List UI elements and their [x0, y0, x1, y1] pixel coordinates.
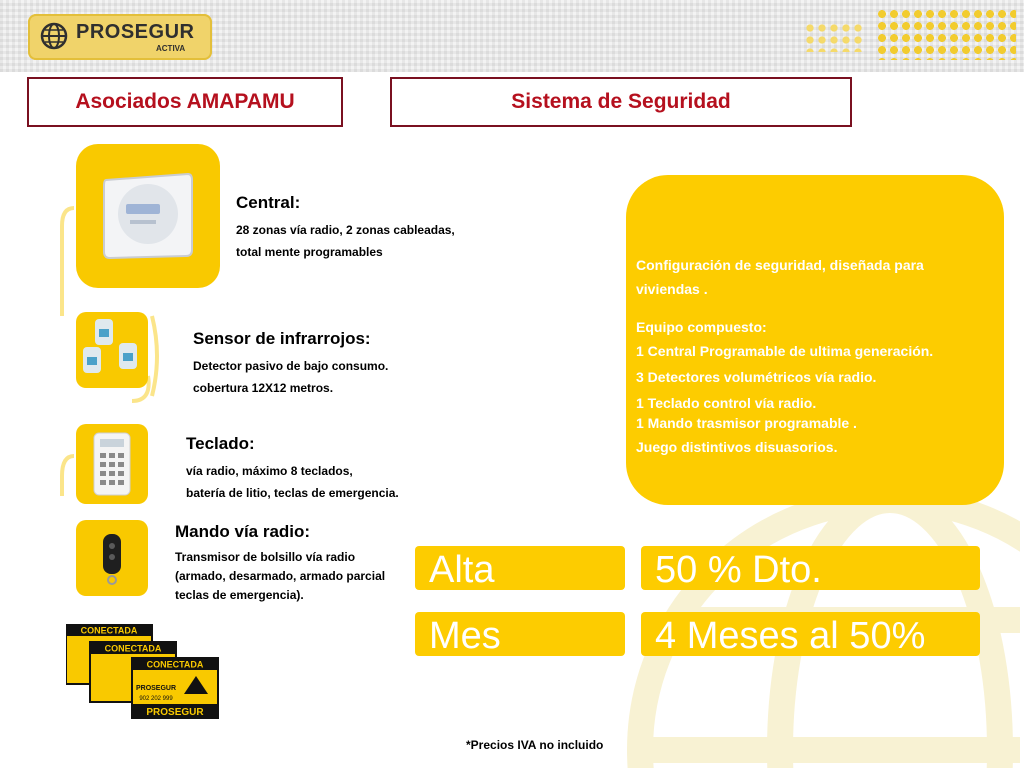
- alta-bar: Alta: [415, 546, 625, 590]
- associates-title: Asociados AMAPAMU: [27, 77, 343, 127]
- logo-subtitle: ACTIVA: [156, 44, 186, 53]
- header-strip: [0, 0, 1024, 72]
- remote-description: [175, 522, 385, 605]
- central-description: [236, 193, 455, 263]
- remote-line: (armado, desarmado, armado parcial: [175, 569, 386, 583]
- system-info-card: [626, 175, 1004, 505]
- central-unit-image: [76, 144, 220, 288]
- central-line: total mente programables: [236, 245, 383, 259]
- prosegur-logo: [28, 14, 212, 60]
- remote-control-icon: [97, 530, 127, 586]
- remote-image: [76, 520, 148, 596]
- central-line: 28 zonas vía radio, 2 zonas cableadas,: [236, 223, 455, 237]
- sticker-phone: 902 202 999: [139, 696, 173, 702]
- globe-icon: [40, 22, 68, 50]
- header-dot-pattern-small: [804, 22, 864, 52]
- header-dot-pattern: [876, 8, 1016, 60]
- sensor-title: Sensor de infrarrojos:: [193, 329, 371, 348]
- deterrent-stickers: [66, 624, 221, 720]
- keypad-line: vía radio, máximo 8 teclados,: [186, 464, 353, 478]
- central-unit-icon: [100, 170, 196, 262]
- mes-bar: Mes: [415, 612, 625, 656]
- discount-bar: 50 % Dto.: [641, 546, 980, 590]
- info-line: 1 Teclado control vía radio.: [636, 395, 817, 411]
- info-line: Configuración de seguridad, diseñada para: [636, 257, 924, 273]
- infrared-sensor-icon: [81, 317, 143, 383]
- logo-name: PROSEGUR: [76, 21, 195, 43]
- keypad-line: batería de litio, teclas de emergencia.: [186, 486, 399, 500]
- info-line: Juego distintivos disuasorios.: [636, 439, 838, 455]
- remote-title: Mando vía radio:: [175, 522, 311, 541]
- central-title: Central:: [236, 193, 301, 212]
- info-line: viviendas .: [636, 281, 708, 297]
- sticker-label: CONECTADA: [146, 659, 204, 670]
- sticker-label: CONECTADA: [104, 643, 162, 654]
- sticker-label: CONECTADA: [80, 625, 138, 636]
- sticker: [132, 658, 218, 718]
- sensor-image: [76, 312, 148, 388]
- keypad-title: Teclado:: [186, 434, 255, 453]
- keypad-icon: [92, 431, 132, 497]
- info-line: 1 Central Programable de ultima generación.: [636, 343, 934, 359]
- info-line: 1 Mando trasmisor programable .: [636, 415, 857, 431]
- sensor-description: [193, 329, 388, 399]
- sensor-line: cobertura 12X12 metros.: [193, 381, 334, 395]
- info-line: Equipo compuesto:: [636, 319, 767, 335]
- months-bar: 4 Meses al 50%: [641, 612, 980, 656]
- remote-line: teclas de emergencia).: [175, 588, 304, 602]
- sensor-line: Detector pasivo de bajo consumo.: [193, 359, 389, 373]
- sticker-brand: PROSEGUR: [146, 707, 204, 718]
- sticker-brand: PROSEGUR: [135, 685, 177, 692]
- info-line: 3 Detectores volumétricos vía radio.: [636, 369, 877, 385]
- remote-line: Transmisor de bolsillo vía radio: [175, 550, 356, 564]
- security-system-title: Sistema de Seguridad: [390, 77, 852, 127]
- keypad-image: [76, 424, 148, 504]
- price-footnote: *Precios IVA no incluido: [466, 738, 604, 752]
- keypad-description: [186, 434, 399, 504]
